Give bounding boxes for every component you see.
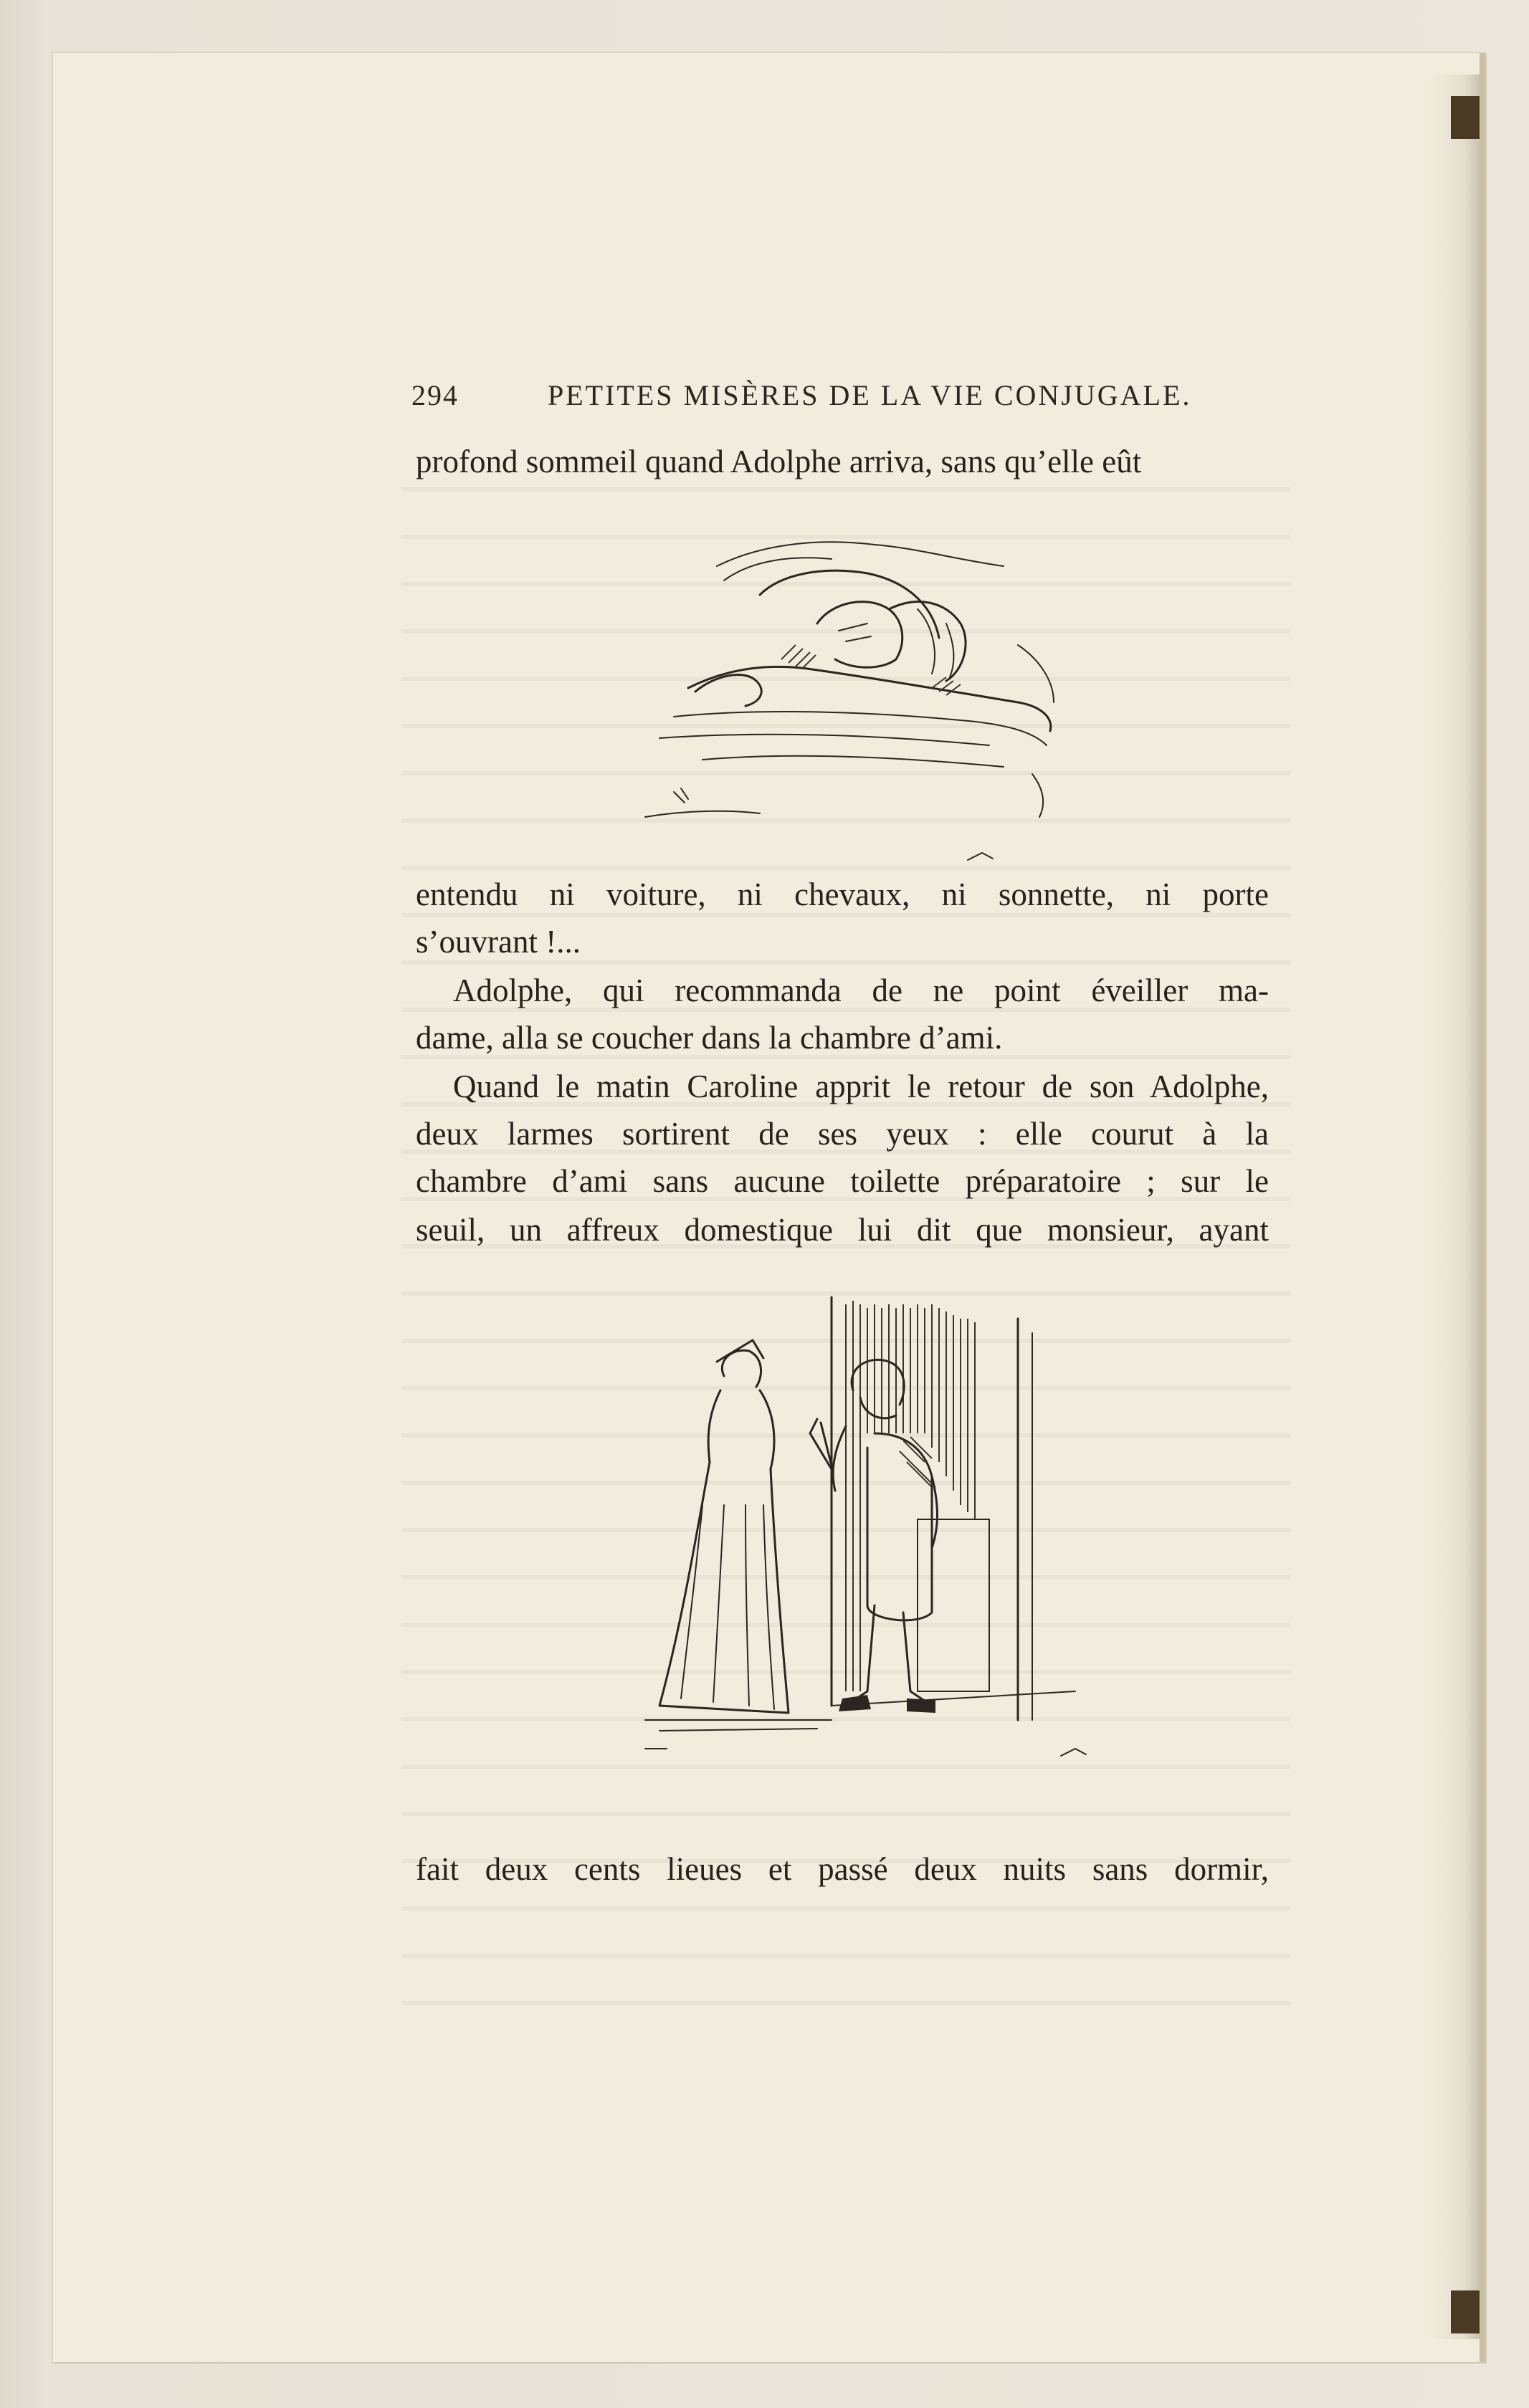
binding-mark-top — [1451, 96, 1480, 139]
text-line-6: Quand le matin Caroline apprit le retour de son Adolphe, — [453, 1069, 1269, 1104]
text-line-8: chambre d’ami sans aucune toilette préparatoire ; sur le — [416, 1163, 1269, 1199]
text-line-2: entendu ni voiture, ni chevaux, ni sonnette, ni porte — [416, 876, 1269, 912]
running-title: PETITES MISÈRES DE LA VIE CONJUGALE. — [548, 379, 1192, 411]
sleeping-woman-engraving — [631, 516, 1090, 867]
page-header — [411, 378, 1272, 421]
door-hatching — [846, 1301, 975, 1691]
text-line-4: Adolphe, qui recommanda de ne point éveiller ma- — [453, 973, 1269, 1008]
binding-mark-bottom — [1451, 2290, 1480, 2333]
text-line-9: seuil, un affreux domestique lui dit que monsieur, ayant — [416, 1212, 1269, 1248]
text-line-7: deux larmes sortirent de ses yeux : elle courut à la — [416, 1116, 1269, 1152]
text-line-10: fait deux cents lieues et passé deux nuits sans dormir, — [416, 1851, 1269, 1887]
illustration-sleeping-woman — [631, 516, 1090, 867]
text-line-1: profond sommeil quand Adolphe arriva, sans qu’elle eût — [416, 444, 1142, 479]
page-number: 294 — [411, 379, 459, 411]
illustration-servant-at-door — [616, 1290, 1133, 1813]
servant-doorway-engraving — [616, 1290, 1133, 1813]
text-line-5: dame, alla se coucher dans la chambre d’ami. — [416, 1020, 1003, 1056]
text-line-3: s’ouvrant !... — [416, 924, 581, 960]
page-gutter-shadow — [1429, 75, 1480, 2339]
